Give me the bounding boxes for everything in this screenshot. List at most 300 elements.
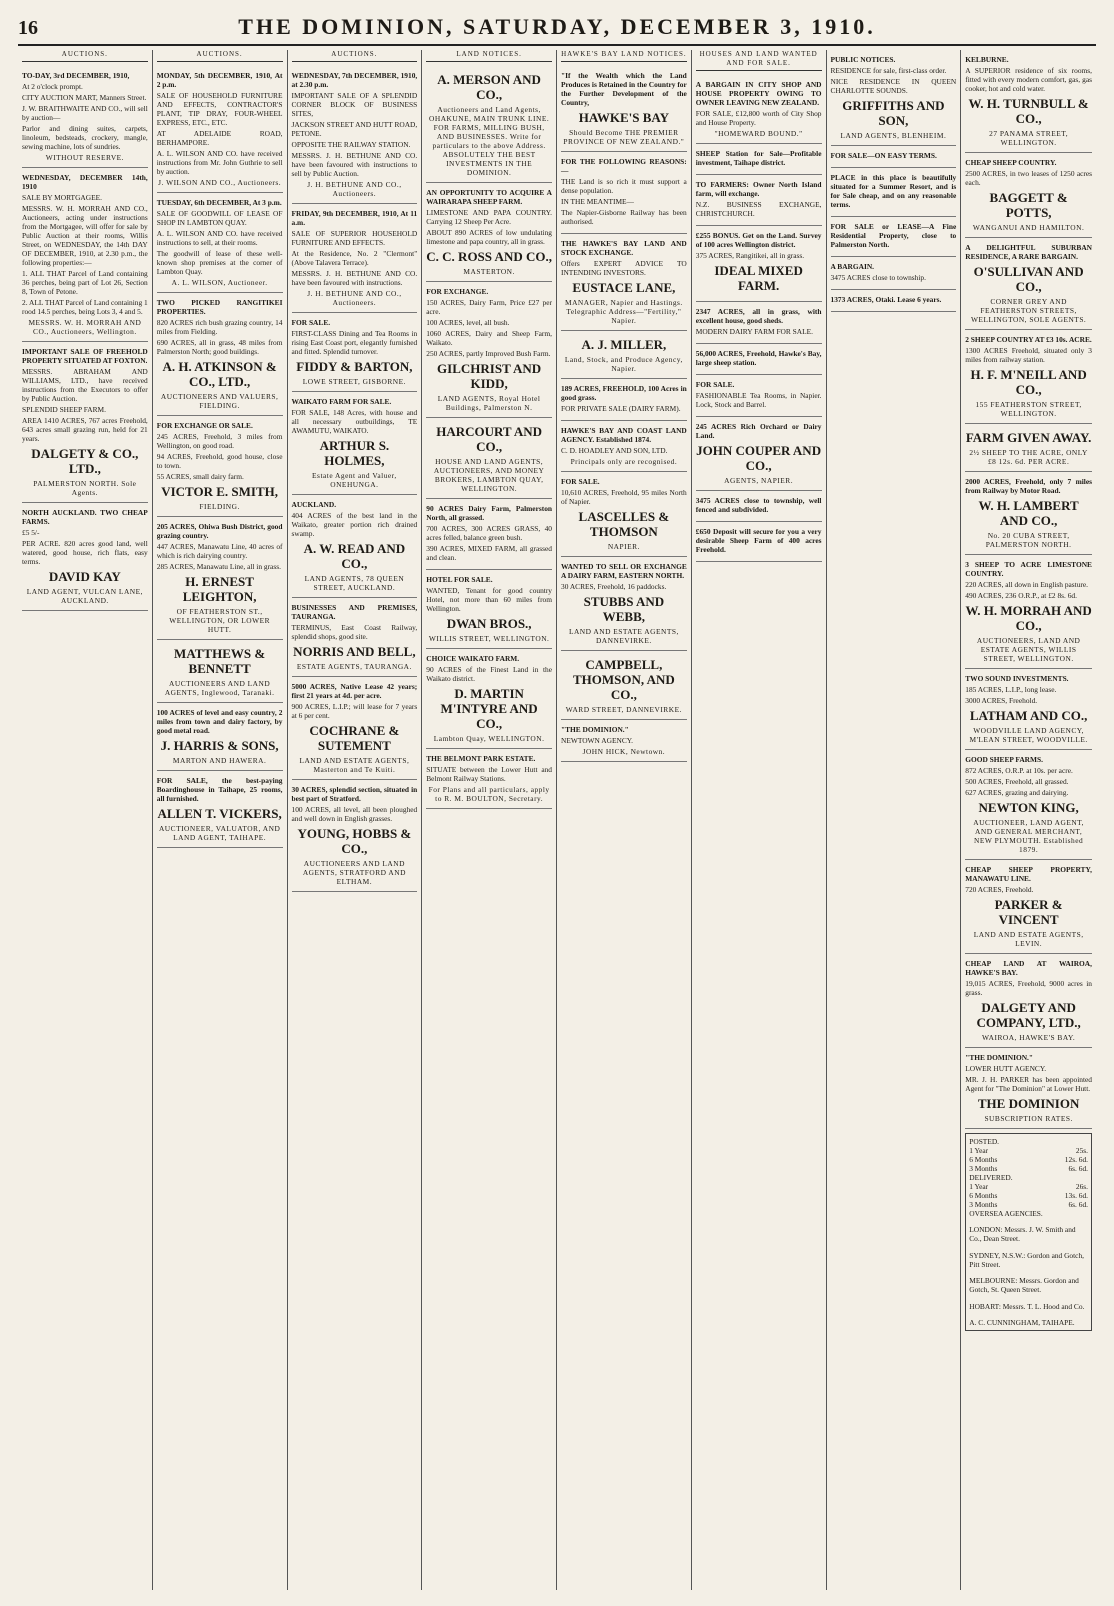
advertisement [157, 416, 283, 517]
column-heading: LAND NOTICES. [426, 50, 552, 62]
ad-text: 19,015 ACRES, Freehold, 9000 acres in grass. [965, 979, 1092, 997]
advertiser-name: HAWKE'S BAY [578, 110, 669, 125]
ad-text: AREA 1410 ACRES, 767 acres Freehold, 643 acres small grazing run, held for 21 years. [22, 416, 148, 443]
ad-text: TWO PICKED RANGITIKEI PROPERTIES. [156, 298, 283, 316]
ad-text: 90 ACRES of the Finest Land in the Waikato district. [426, 665, 552, 683]
ad-text: N.Z. BUSINESS EXCHANGE, CHRISTCHURCH. [695, 200, 822, 218]
ad-text: 150 ACRES, Dairy Farm, Price £27 per acre. [426, 298, 552, 316]
ad-text: NORTH AUCKLAND. TWO CHEAP FARMS. [22, 508, 148, 526]
rate-price: 25s. [1075, 1146, 1088, 1155]
ad-text: OPPOSITE THE RAILWAY STATION. [291, 140, 411, 149]
advertiser-name: ALLEN T. VICKERS, [157, 806, 282, 821]
ad-text: C. D. HOADLEY AND SON, LTD. [561, 446, 668, 455]
advertiser-name: A. W. READ AND CO., [303, 541, 406, 571]
ad-text: IN THE MEANTIME— [561, 197, 634, 206]
ad-text: £255 BONUS. Get on the Land. Survey of 100 acres Wellington district. [695, 231, 822, 249]
advertisement [696, 375, 822, 417]
advertisement [561, 152, 687, 234]
advertiser-address: AUCTIONEERS AND VALUERS, FIELDING. [160, 392, 279, 410]
ad-text: 2 SHEEP COUNTRY AT £3 10s. ACRE. [965, 335, 1092, 344]
ad-text: A BARGAIN. [830, 262, 875, 271]
ad-text: KELBURNE. [965, 55, 1009, 64]
advertisement [696, 522, 822, 562]
advertisement [831, 217, 957, 257]
advertisement [292, 677, 418, 780]
advertiser-address: LAND AGENTS, BLENHEIM. [840, 131, 947, 140]
ad-text: LIMESTONE AND PAPA COUNTRY. Carrying 12 Sheep Per Acre. [426, 208, 552, 226]
rate-price: 12s. 6d. [1064, 1155, 1088, 1164]
advertisement [292, 204, 418, 313]
ad-text: WAIKATO FARM FOR SALE. [291, 397, 392, 406]
ad-text: 2500 ACRES, in two leases of 1250 acres each. [965, 169, 1092, 187]
rate-row [969, 1155, 1088, 1164]
advertiser-address: Land, Stock, and Produce Agency, Napier. [564, 355, 683, 373]
ad-text: 90 ACRES Dairy Farm, Palmerston North, all grassed. [426, 504, 552, 522]
rate-row [969, 1164, 1088, 1173]
advertiser-address: LOWE STREET, GISBORNE. [302, 377, 406, 386]
advertiser-name: LATHAM AND CO., [969, 708, 1088, 723]
advertiser-name: GRIFFITHS AND SON, [842, 98, 945, 128]
ad-text: 390 ACRES, MIXED FARM, all grassed and clean. [426, 544, 552, 562]
advertisement [965, 750, 1092, 860]
ad-text: FOR SALE. [695, 380, 735, 389]
advertisement [292, 392, 418, 495]
ad-text: £5 5/- [22, 528, 40, 537]
ad-text: PER ACRE. 820 acres good land, well watered, good house, rich flats, easy terms. [22, 539, 148, 566]
ad-text: 490 ACRES, 236 O.R.P., at £2 8s. 6d. [965, 591, 1077, 600]
ad-text: TWO SOUND INVESTMENTS. [965, 674, 1069, 683]
ad-text: FOR SALE, 148 Acres, with house and all necessary outbuildings, TE AWAMUTU, WAIKATO. [291, 408, 418, 435]
column-heading: HAWKE'S BAY LAND NOTICES. [561, 50, 687, 62]
advertiser-address: MANAGER, Napier and Hastings. Telegraphic Address—"Fertility," Napier. [565, 298, 683, 325]
ad-text: TUESDAY, 6th DECEMBER, At 3 p.m. [156, 198, 282, 207]
advertiser-address: MESSRS. W. H. MORRAH AND CO., Auctioneers, Wellington. [28, 318, 142, 336]
ad-text: 100 ACRES, level, all bush. [426, 318, 510, 327]
ad-text: 1373 ACRES, Otaki. Lease 6 years. [830, 295, 942, 304]
ad-text: MESSRS. W. H. MORRAH AND CO., Auctioneers, acting under instructions from the Mortgagee, will offer for sale by Public Auction at their rooms, Willis Street, on WEDNESDAY, the 14th DAY OF DECEMBER, 1910, at 2.30 p.m., the following properties:— [22, 204, 148, 267]
advertiser-address: 155 FEATHERSTON STREET, WELLINGTON. [975, 400, 1082, 418]
ad-text: SPLENDID SHEEP FARM. [22, 405, 106, 414]
advertiser-name: NEWTON KING, [978, 800, 1079, 815]
ad-text: CHOICE WAIKATO FARM. [426, 654, 520, 663]
ad-text: FIRST-CLASS Dining and Tea Rooms in rising East Coast port, elegantly furnished and fitted. Splendid turnover. [291, 329, 418, 356]
advertisement [831, 168, 957, 217]
ad-text: 5000 ACRES, Native Lease 42 years; first 21 years at 4d. per acre. [291, 682, 418, 700]
ad-text: 820 ACRES rich bush grazing country, 14 miles from Fielding. [156, 318, 283, 336]
advertisement [292, 780, 418, 892]
ad-text: 690 ACRES, all in grass, 48 miles from Palmerston North; good buildings. [156, 338, 283, 356]
advertiser-name: MATTHEWS & BENNETT [174, 646, 266, 676]
advertisement [561, 421, 687, 472]
advertiser-name: LASCELLES & THOMSON [578, 509, 670, 539]
advertiser-address: Should Become THE PREMIER PROVINCE OF NEW ZEALAND." [563, 128, 685, 146]
agency-line: LONDON: Messrs. J. W. Smith and Co., Dean Street. [969, 1225, 1076, 1244]
ad-text: LOWER HUTT AGENCY. [965, 1064, 1047, 1073]
ad-text: The goodwill of lease of these well-known shop premises at the corner of Lambton Quay. [156, 249, 283, 276]
advertisement [965, 954, 1092, 1048]
advertiser-address: AUCTIONEER, VALUATOR, AND LAND AGENT, TAIHAPE. [158, 824, 281, 842]
advertisement [426, 749, 552, 809]
rate-price: 26s. [1075, 1182, 1088, 1191]
advertisement [22, 503, 148, 611]
agency-line: SYDNEY, N.S.W.: Gordon and Gotch, Pitt Street. [969, 1250, 1085, 1269]
advertiser-address: LAND AGENT, VULCAN LANE, AUCKLAND. [26, 587, 143, 605]
advertiser-address: 2½ SHEEP TO THE ACRE, ONLY £8 12s. 6d. PER ACRE. [969, 448, 1088, 466]
advertiser-address: WILLIS STREET, WELLINGTON. [428, 634, 550, 643]
ad-text: BUSINESSES AND PREMISES, TAURANGA. [291, 603, 418, 621]
advertisement [22, 66, 148, 168]
advertisement [157, 193, 283, 293]
advertiser-address: LAND AGENTS, 78 QUEEN STREET, AUCKLAND. [304, 574, 405, 592]
advertisement [696, 175, 822, 226]
advertiser-name: FIDDY & BARTON, [296, 359, 413, 374]
advertiser-address: LAND AND ESTATE AGENTS, DANNEVIRKE. [568, 627, 679, 645]
ad-text: 1060 ACRES, Dairy and Sheep Farm, Waikato. [426, 329, 552, 347]
ad-text: 100 ACRES, all level, all been ploughed and well down in English grasses. [291, 805, 418, 823]
advertisement [965, 669, 1092, 750]
ad-text: 872 ACRES, O.R.P. at 10s. per acre. [965, 766, 1073, 775]
advertiser-address: PALMERSTON NORTH. Sole Agents. [33, 479, 137, 497]
ad-text: CHEAP SHEEP COUNTRY. [965, 158, 1057, 167]
advertiser-name: D. MARTIN M'INTYRE AND CO., [440, 686, 538, 731]
advertiser-name: BAGGETT & POTTS, [989, 190, 1068, 220]
advertisement [831, 290, 957, 312]
ad-text: TERMINUS, East Coast Railway, splendid shops, good site. [291, 623, 418, 641]
advertisement [22, 342, 148, 503]
advertiser-name: W. H. TURNBULL & CO., [968, 96, 1089, 126]
column-3 [288, 50, 423, 1590]
ad-text: 447 ACRES, Manawatu Line, 40 acres of which is rich dairying country. [156, 542, 283, 560]
ad-text: NICE RESIDENCE IN QUEEN CHARLOTTE SOUNDS. [830, 77, 957, 95]
ad-text: At the Residence, No. 2 "Clermont" (Above Talavera Terrace). [291, 249, 418, 267]
agencies-title: OVERSEA AGENCIES. [969, 1209, 1043, 1218]
ad-text: SALE OF GOODWILL OF LEASE OF SHOP IN LAMBTON QUAY. [156, 209, 283, 227]
ad-text: MR. J. H. PARKER has been appointed Agent for "The Dominion" at Lower Hutt. [965, 1075, 1092, 1093]
advertiser-name: FARM GIVEN AWAY. [965, 430, 1092, 445]
advertisement [561, 66, 687, 152]
ad-text: A. L. WILSON AND CO. have received instructions to sell, at their rooms. [156, 229, 283, 247]
ad-text: AUCKLAND. [291, 500, 337, 509]
ad-text: FOR EXCHANGE OR SALE. [156, 421, 253, 430]
advertisement [965, 1048, 1092, 1129]
advertiser-name: DWAN BROS., [446, 616, 532, 631]
rate-price: 6s. 6d. [1068, 1164, 1088, 1173]
advertiser-name: A. H. ATKINSON & CO., LTD., [162, 359, 277, 389]
ad-text: 56,000 ACRES, Freehold, Hawke's Bay, large sheep station. [695, 349, 822, 367]
ad-text: GOOD SHEEP FARMS. [965, 755, 1043, 764]
advertiser-name: J. HARRIS & SONS, [160, 738, 279, 753]
ad-text: SALE BY MORTGAGEE. [22, 193, 102, 202]
advertisement [292, 495, 418, 598]
advertiser-name: W. H. LAMBERT AND CO., [978, 498, 1079, 528]
ad-text: FOR SALE or LEASE—A Fine Residential Property, close to Palmerston North. [830, 222, 957, 249]
advertiser-address: WITHOUT RESERVE. [45, 153, 125, 162]
rate-row [969, 1182, 1088, 1191]
column-heading: HOUSES AND LAND WANTED AND FOR SALE. [696, 50, 822, 71]
rate-price: 6s. 6d. [1068, 1200, 1088, 1209]
advertisement [426, 418, 552, 499]
advertiser-name: YOUNG, HOBBS & CO., [297, 826, 412, 856]
masthead [18, 14, 1096, 46]
ad-text: IMPORTANT SALE OF FREEHOLD PROPERTY SITUATED AT FOXTON. [22, 347, 148, 365]
agency-line: HOBART: Messrs. T. L. Hood and Co. [969, 1301, 1085, 1311]
ad-text: 285 ACRES, Manawatu Line, all in grass. [156, 562, 281, 571]
ad-text: 245 ACRES, Freehold, 3 miles from Wellington, on good road. [156, 432, 283, 450]
ad-text: 100 ACRES of level and easy country, 2 miles from town and dairy factory, by good metal road. [156, 708, 283, 735]
advertiser-address: LAND AND ESTATE AGENTS, Masterton and Te Kuiti. [299, 756, 410, 774]
advertiser-name: ARTHUR S. HOLMES, [319, 438, 390, 468]
ad-text: TO FARMERS: Owner North Island farm, will exchange. [695, 180, 822, 198]
advertiser-address: AUCTIONEERS AND LAND AGENTS, STRATFORD AND ELTHAM. [302, 859, 406, 886]
advertisement [157, 66, 283, 193]
page-number: 16 [18, 17, 38, 39]
ad-text: MESSRS. J. H. BETHUNE AND CO. have been favoured with instructions. [291, 269, 418, 287]
rate-row [969, 1191, 1088, 1200]
column-1 [18, 50, 153, 1590]
advertisement [965, 424, 1092, 472]
ad-text: MESSRS. J. H. BETHUNE AND CO. have been favoured with instructions to sell by Public Auction. [291, 151, 418, 178]
ad-text: 500 ACRES, Freehold, all grassed. [965, 777, 1069, 786]
advertisement [561, 379, 687, 421]
ad-text: 3000 ACRES, Freehold. [965, 696, 1038, 705]
advertisement [426, 183, 552, 282]
advertisement [157, 293, 283, 416]
ad-text: A DELIGHTFUL SUBURBAN RESIDENCE, A RARE BARGAIN. [965, 243, 1092, 261]
ad-text: SITUATE between the Lower Hutt and Belmont Railway Stations. [426, 765, 552, 783]
ad-text: 404 ACRES of the best land in the Waikato, greater portion rich drained swamp. [291, 511, 418, 538]
posted-label: POSTED. [969, 1137, 1000, 1146]
ad-text: PLACE in this place is beautifully situated for a Summer Resort, and is for Sale cheap, and on any reasonable terms. [830, 173, 957, 209]
ad-text: IMPORTANT SALE OF A SPLENDID CORNER BLOCK OF BUSINESS SITES, [291, 91, 418, 118]
advertiser-address: Lambton Quay, WELLINGTON. [433, 734, 545, 743]
ad-text: FOR SALE, the best-paying Boardinghouse in Taihape, 25 rooms, all furnished. [156, 776, 283, 803]
agency-footer: A. C. CUNNINGHAM, TAIHAPE. [969, 1317, 1075, 1327]
advertisement [426, 282, 552, 418]
advertiser-address: Principals only are recognised. [570, 457, 678, 466]
advertiser-name: A. J. MILLER, [581, 337, 667, 352]
advertiser-address: Auctioneers and Land Agents, OHAKUNE, MAIN TRUNK LINE. FOR FARMS, MILLING BUSH, AND BUSINESSES. Write for particulars to the above Address. ABSOLUTELY THE BEST INVESTMENTS IN THE DOMINION. [429, 105, 550, 177]
ad-text: 245 ACRES Rich Orchard or Dairy Land. [695, 422, 822, 440]
advertiser-address: SUBSCRIPTION RATES. [984, 1114, 1073, 1123]
advertisement [965, 555, 1092, 669]
ad-text: A SUPERIOR residence of six rooms, fitted with every modern comfort, gas, gas cooker, hot and cold water. [965, 66, 1092, 93]
advertisement [965, 472, 1092, 555]
rate-term: 1 Year [969, 1182, 989, 1191]
ad-text: WEDNESDAY, 7th DECEMBER, 1910, at 2.30 p.m. [291, 71, 418, 89]
ad-text: RESIDENCE for sale, first-class order. [830, 66, 947, 75]
advertisement [426, 66, 552, 183]
advertisement [157, 703, 283, 771]
advertisement [831, 146, 957, 168]
advertiser-address: ESTATE AGENTS, TAURANGA. [296, 662, 412, 671]
advertiser-address: NAPIER. [607, 542, 640, 551]
advertisement [292, 313, 418, 392]
advertiser-name: COCHRANE & SUTEMENT [309, 723, 400, 753]
ad-text: 2000 ACRES, Freehold, only 7 miles from Railway by Motor Road. [965, 477, 1092, 495]
ad-text: FOR THE FOLLOWING REASONS:— [561, 157, 687, 175]
advertisement [561, 720, 687, 762]
advertiser-address: J. H. BETHUNE AND CO., Auctioneers. [307, 180, 402, 198]
ad-text: THE BELMONT PARK ESTATE. [426, 754, 536, 763]
ad-text: 1. ALL THAT Parcel of Land containing 36 perches, being part of Lot 26, Section 8, Town of Petone. [22, 269, 148, 296]
ad-text: A. L. WILSON AND CO. have received instructions from Mr. John Guthrie to sell by auction. [156, 149, 283, 176]
advertisement [965, 153, 1092, 238]
ad-text: FOR EXCHANGE. [426, 287, 489, 296]
ad-text: 30 ACRES, splendid section, situated in best part of Stratford. [291, 785, 418, 803]
advertisement [696, 344, 822, 375]
ad-text: 700 ACRES, 300 ACRES GRASS, 40 acres felled, balance green bush. [426, 524, 552, 542]
ad-text: FOR SALE, £12,800 worth of City Shop and House Property. [695, 109, 822, 127]
ad-text: 3475 ACRES close to township, well fenced and subdivided. [695, 496, 822, 514]
ad-text: FRIDAY, 9th DECEMBER, 1910, At 11 a.m. [291, 209, 418, 227]
advertisement [157, 517, 283, 640]
advertiser-name: H. ERNEST LEIGHTON, [182, 574, 257, 604]
advertisement [561, 331, 687, 379]
ad-text: PUBLIC NOTICES. [830, 55, 896, 64]
column-heading: AUCTIONS. [292, 50, 418, 62]
advertiser-name: VICTOR E. SMITH, [161, 484, 279, 499]
column-heading: AUCTIONS. [22, 50, 148, 62]
ad-text: 185 ACRES, L.I.P., long lease. [965, 685, 1057, 694]
advertiser-name: GILCHRIST AND KIDD, [437, 361, 542, 391]
advertisement [561, 557, 687, 651]
advertiser-name: A. MERSON AND CO., [437, 72, 541, 102]
advertiser-name: O'SULLIVAN AND CO., [973, 264, 1084, 294]
rate-term: 1 Year [969, 1146, 989, 1155]
advertiser-address: WOODVILLE LAND AGENCY, M'LEAN STREET, WOODVILLE. [969, 726, 1088, 744]
advertiser-address: JOHN HICK, Newtown. [582, 747, 666, 756]
advertisement [965, 238, 1092, 330]
advertiser-address: 27 PANAMA STREET, WELLINGTON. [989, 129, 1069, 147]
advertiser-name: CAMPBELL, THOMSON, AND CO., [572, 657, 675, 702]
advertiser-address: J. WILSON AND CO., Auctioneers. [158, 178, 282, 187]
advertiser-address: A. L. WILSON, Auctioneer. [171, 278, 268, 287]
advertiser-address: MASTERTON. [463, 267, 515, 276]
advertiser-name: C. C. ROSS AND CO., [426, 249, 552, 264]
ad-text: 900 ACRES, L.I.P.; will lease for 7 years at 6 per cent. [291, 702, 418, 720]
agency-line: MELBOURNE: Messrs. Gordon and Gotch, St. Queen Street. [969, 1276, 1079, 1295]
advertisement [426, 499, 552, 570]
rate-term: 6 Months [969, 1191, 998, 1200]
advertisement [965, 330, 1092, 424]
ad-text: FOR SALE. [291, 318, 331, 327]
ad-text: "If the Wealth which the Land Produces is Retained in the Country for the Further Development of the Country, [561, 71, 687, 107]
advertisement [831, 257, 957, 290]
ad-text: 10,610 ACRES, Freehold, 95 miles North of Napier. [561, 488, 687, 506]
column-6 [692, 50, 827, 1590]
ad-text: 30 ACRES, Freehold, 16 paddocks. [561, 582, 667, 591]
ad-text: J. W. BRAITHWAITE AND CO., will sell by auction— [22, 104, 148, 122]
advertiser-address: AUCTIONEERS, LAND AND ESTATE AGENTS, WILLIS STREET, WELLINGTON. [976, 636, 1081, 663]
ad-text: 2. ALL THAT Parcel of Land containing 1 rood 14.5 perches, being Lots 3, 4 and 5. [22, 298, 148, 316]
advertiser-address: AUCTIONEERS AND LAND AGENTS, Inglewood, Taranaki. [164, 679, 275, 697]
rate-row [969, 1146, 1088, 1155]
ad-text: 627 ACRES, grazing and dairying. [965, 788, 1069, 797]
advertisement [831, 50, 957, 146]
advertisement [696, 226, 822, 302]
ad-text: ABOUT 890 ACRES of low undulating limestone and papa country, all in grass. [426, 228, 552, 246]
advertiser-address: CORNER GREY AND FEATHERSTON STREETS, WELLINGTON, SOLE AGENTS. [970, 297, 1087, 324]
advertiser-name: THE DOMINION [977, 1096, 1080, 1111]
ad-text: FASHIONABLE Tea Rooms, in Napier. Lock, Stock and Barrel. [695, 391, 822, 409]
ad-text: 55 ACRES, small dairy farm. [156, 472, 244, 481]
columns-container [18, 50, 1096, 1590]
rate-term: 3 Months [969, 1164, 998, 1173]
advertiser-name: H. F. M'NEILL AND CO., [970, 367, 1087, 397]
advertiser-address: WAIROA, HAWKE'S BAY. [981, 1033, 1076, 1042]
column-8 [961, 50, 1096, 1590]
advertisement [157, 640, 283, 703]
advertiser-name: DAVID KAY [48, 569, 121, 584]
advertiser-address: HOUSE AND LAND AGENTS, AUCTIONEERS, AND MONEY BROKERS, LAMBTON QUAY, WELLINGTON. [433, 457, 545, 493]
advertiser-address: WARD STREET, DANNEVIRKE. [565, 705, 682, 714]
column-heading: AUCTIONS. [157, 50, 283, 62]
column-4 [422, 50, 557, 1590]
ad-text: MESSRS. ABRAHAM AND WILLIAMS, LTD., have received instructions from the Executors to offer by Public Auction. [22, 367, 148, 403]
advertisement [965, 50, 1092, 153]
column-7 [827, 50, 962, 1590]
ad-text: AT ADELAIDE ROAD, BERHAMPORE. [156, 129, 283, 147]
ad-text: TO-DAY, 3rd DECEMBER, 1910, [22, 71, 130, 80]
ad-text: MONDAY, 5th DECEMBER, 1910, At 2 p.m. [156, 71, 283, 89]
ad-text: THE HAWKE'S BAY LAND AND STOCK EXCHANGE. [561, 239, 687, 257]
ad-text: 720 ACRES, Freehold. [965, 885, 1034, 894]
ad-text: JACKSON STREET AND HUTT ROAD, PETONE. [291, 120, 418, 138]
ad-text: At 2 o'clock prompt. [22, 82, 83, 91]
advertiser-name: NORRIS AND BELL, [293, 644, 416, 659]
advertiser-address: WANGANUI AND HAMILTON. [972, 223, 1085, 232]
advertiser-address: AGENTS, NAPIER. [724, 476, 794, 485]
advertisement [965, 860, 1092, 954]
advertisement [696, 417, 822, 491]
ad-text: SHEEP Station for Sale—Profitable investment, Taihape district. [695, 149, 822, 167]
subscription-rates-box [965, 1133, 1092, 1331]
advertiser-name: JOHN COUPER AND CO., [696, 443, 822, 473]
ad-text: FOR PRIVATE SALE (DAIRY FARM). [561, 404, 681, 413]
advertisement [561, 234, 687, 331]
advertiser-address: FIELDING. [199, 502, 240, 511]
advertisement [22, 168, 148, 342]
advertisement [696, 75, 822, 144]
rate-row [969, 1200, 1088, 1209]
advertiser-name: STUBBS AND WEBB, [583, 594, 665, 624]
advertisement [696, 491, 822, 522]
rate-price: 13s. 6d. [1064, 1191, 1088, 1200]
delivered-label: DELIVERED. [969, 1173, 1013, 1182]
ad-text: CHEAP SHEEP PROPERTY, MANAWATU LINE. [965, 865, 1092, 883]
advertisement [561, 651, 687, 720]
advertiser-name: IDEAL MIXED FARM. [714, 263, 803, 293]
rate-term: 3 Months [969, 1200, 998, 1209]
advertisement [292, 66, 418, 204]
advertiser-name: HARCOURT AND CO., [436, 424, 543, 454]
advertiser-address: Estate Agent and Valuer, ONEHUNGA. [312, 471, 397, 489]
ad-text: FOR SALE—ON EASY TERMS. [830, 151, 937, 160]
advertiser-address: AUCTIONEER, LAND AGENT, AND GENERAL MERCHANT, NEW PLYMOUTH. Established 1879. [973, 818, 1084, 854]
ad-text: Parlor and dining suites, carpets, linoleum, bedsteads, crockery, mangle, sewing machine, lots of sundries. [22, 124, 148, 151]
advertisement [426, 570, 552, 649]
ad-text: 1300 ACRES Freehold, situated only 3 miles from railway station. [965, 346, 1092, 364]
ad-text: MODERN DAIRY FARM FOR SALE. [695, 327, 813, 336]
ad-text: THE Land is so rich it must support a dense population. [561, 177, 687, 195]
ad-text: 250 ACRES, partly Improved Bush Farm. [426, 349, 551, 358]
ad-text: A BARGAIN IN CITY SHOP AND HOUSE PROPERTY OWING TO OWNER LEAVING NEW ZEALAND. [695, 80, 822, 107]
ad-text: 375 ACRES, Rangitikei, all in grass. [695, 251, 805, 260]
advertiser-address: "HOMEWARD BOUND." [714, 129, 803, 138]
advertisement [561, 472, 687, 557]
advertiser-address: MARTON AND HAWERA. [172, 756, 267, 765]
ad-text: £650 Deposit will secure for you a very desirable Sheep Farm of 400 acres Freehold. [695, 527, 822, 554]
